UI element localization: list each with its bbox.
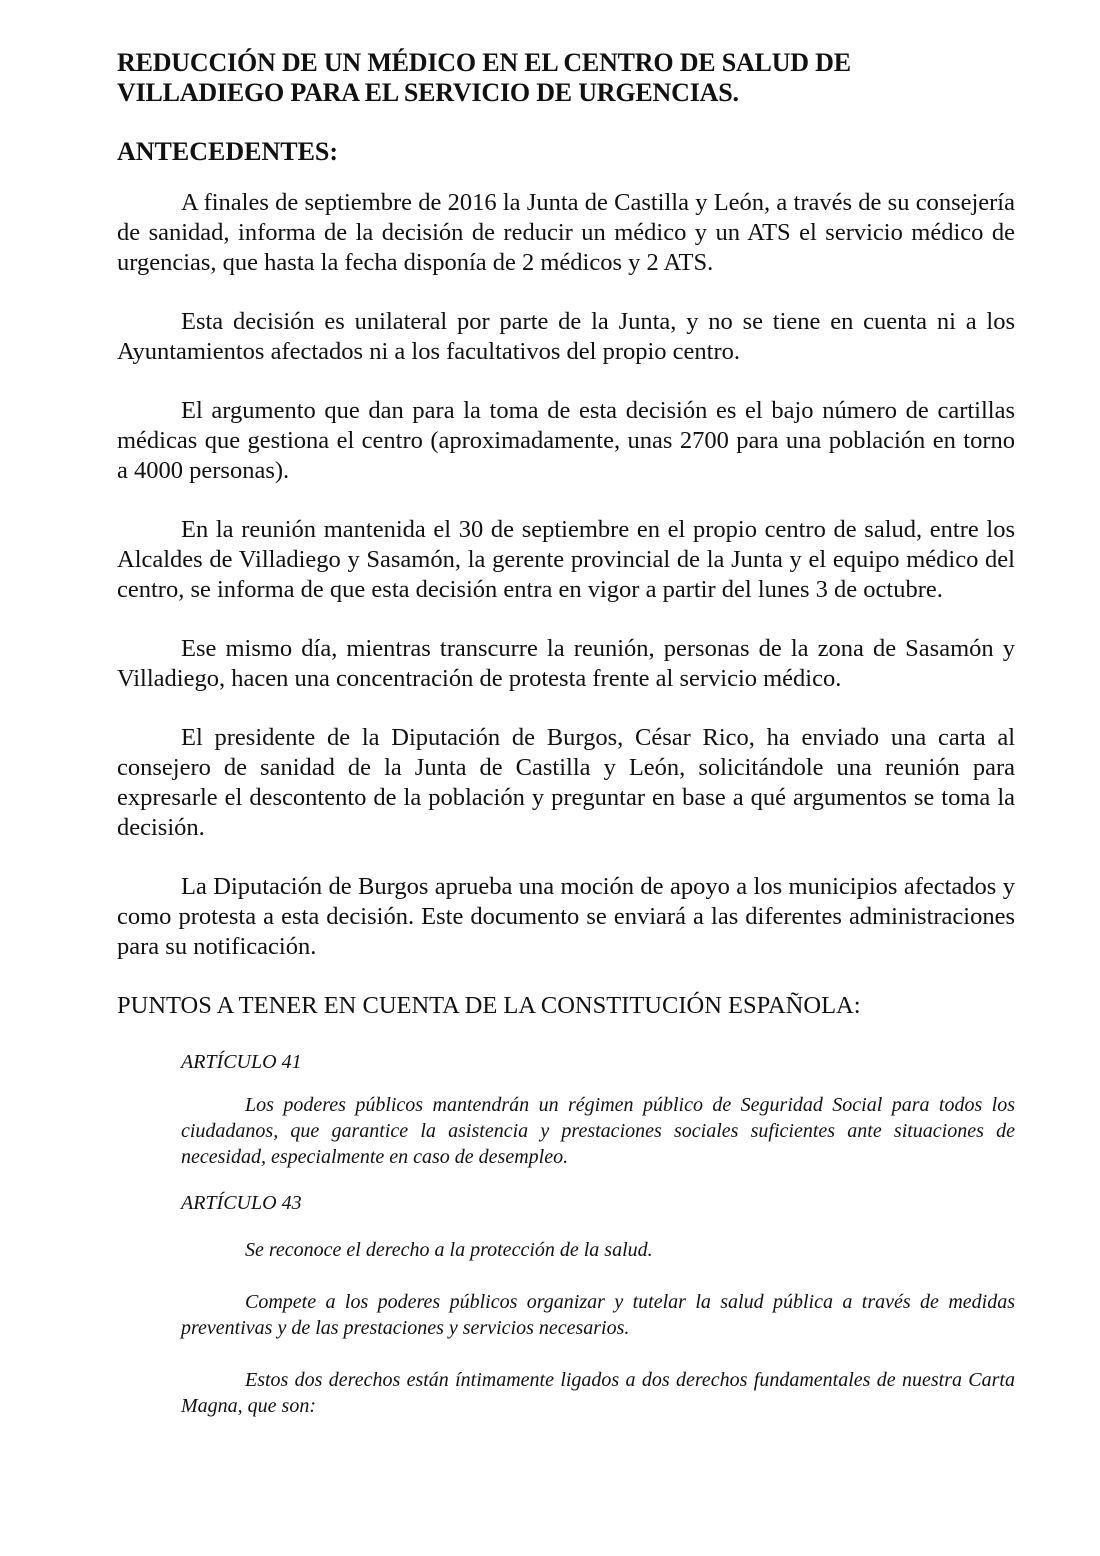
title-line-1: REDUCCIÓN DE UN MÉDICO EN EL CENTRO DE SALUD DE — [117, 48, 851, 77]
article-41-text: Los poderes públicos mantendrán un régimen público de Seguridad Social para todos los ciudadanos, que garantice la asistencia y prestaciones sociales suficientes ante situaciones de necesidad, especialmente en caso de desempleo. — [181, 1094, 1015, 1168]
article-43-text-3: Estos dos derechos están íntimamente ligados a dos derechos fundamentales de nuestra Carta Magna, que son: — [181, 1369, 1015, 1417]
article-41-label: ARTÍCULO 41 — [181, 1051, 302, 1073]
constitution-section-heading: PUNTOS A TENER EN CUENTA DE LA CONSTITUCIÓN ESPAÑOLA: — [117, 992, 861, 1019]
article-43-text-1: Se reconoce el derecho a la protección de la salud. — [245, 1239, 653, 1261]
antecedentes-heading: ANTECEDENTES: — [117, 137, 339, 166]
article-43-text-2: Compete a los poderes públicos organizar y tutelar la salud pública a través de medidas preventivas y de las prestaciones y servicios necesarios. — [181, 1291, 1015, 1339]
article-43-label: ARTÍCULO 43 — [181, 1192, 302, 1214]
paragraph-4: En la reunión mantenida el 30 de septiembre en el propio centro de salud, entre los Alcaldes de Villadiego y Sasamón, la gerente provincial de la Junta y el equipo médico del centro, se informa de que esta decisión entra en vigor a partir del lunes 3 de octubre. — [117, 516, 1015, 603]
paragraph-6: El presidente de la Diputación de Burgos, César Rico, ha enviado una carta al consejero de sanidad de la Junta de Castilla y León, solicitándole una reunión para expresarle el descontento de la población y preguntar en base a qué argumentos se toma la decisión. — [117, 724, 1015, 841]
paragraph-3: El argumento que dan para la toma de esta decisión es el bajo número de cartillas médicas que gestiona el centro (aproximadamente, unas 2700 para una población en torno a 4000 personas). — [117, 397, 1015, 484]
document-page — [117, 48, 1015, 1419]
title-line-2: VILLADIEGO PARA EL SERVICIO DE URGENCIAS. — [117, 78, 739, 107]
paragraph-2: Esta decisión es unilateral por parte de la Junta, y no se tiene en cuenta ni a los Ayuntamientos afectados ni a los facultativos del propio centro. — [117, 308, 1015, 365]
paragraph-7: La Diputación de Burgos aprueba una moción de apoyo a los municipios afectados y como protesta a esta decisión. Este documento se enviará a las diferentes administraciones para su notificación. — [117, 873, 1015, 960]
paragraph-1: A finales de septiembre de 2016 la Junta de Castilla y León, a través de su consejería de sanidad, informa de la decisión de reducir un médico y un ATS el servicio médico de urgencias, que hasta la fecha disponía de 2 médicos y 2 ATS. — [117, 189, 1015, 276]
paragraph-5: Ese mismo día, mientras transcurre la reunión, personas de la zona de Sasamón y Villadiego, hacen una concentración de protesta frente al servicio médico. — [117, 635, 1015, 692]
document-title — [117, 48, 1015, 108]
